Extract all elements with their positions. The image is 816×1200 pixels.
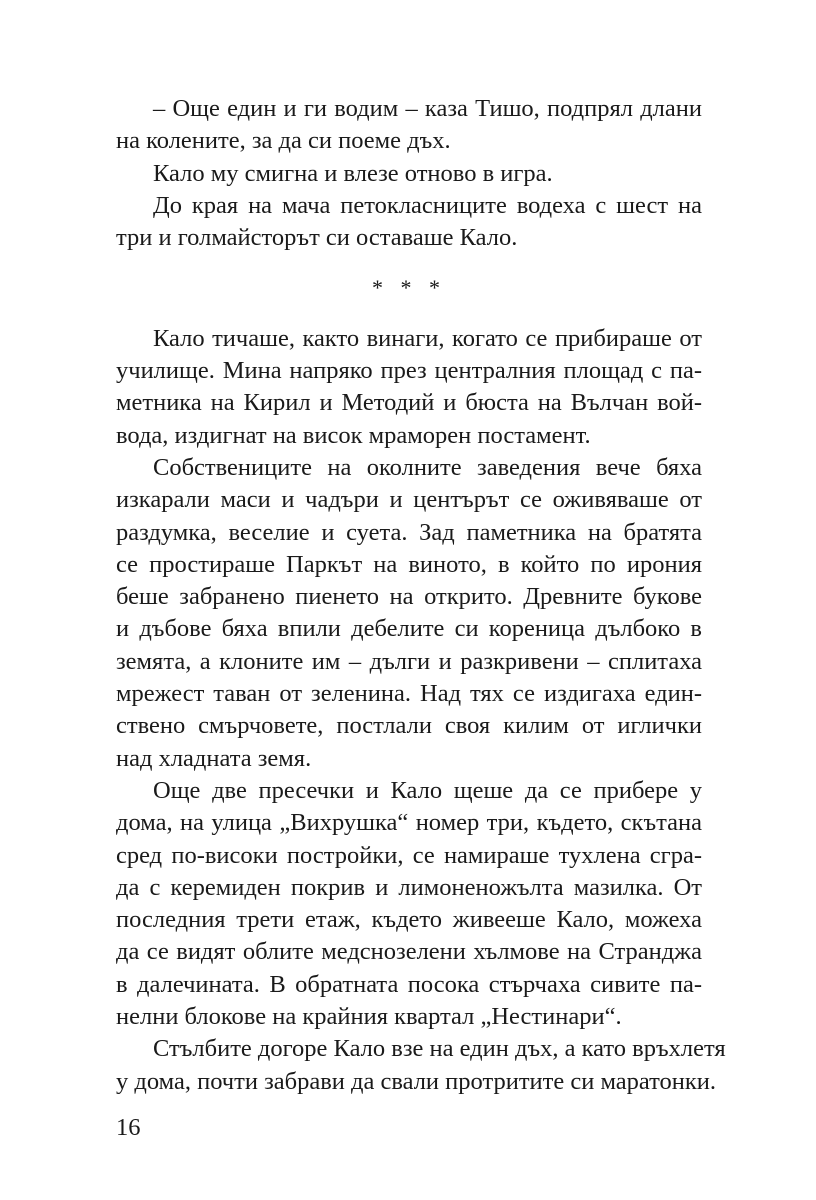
page-body xyxy=(116,93,726,1098)
text-line: над хладната земя. xyxy=(116,744,312,772)
text-line: До края на мача петокласниците водеха с шест на xyxy=(153,191,702,219)
paragraph xyxy=(116,452,702,775)
paragraph xyxy=(116,158,702,190)
text-line: училище. Мина напряко през централния площад с па- xyxy=(116,357,702,385)
page-number: 16 xyxy=(116,1114,141,1141)
text-block-bottom xyxy=(116,323,726,1098)
text-line: дома, на улица „Вихрушка“ номер три, където, скътана xyxy=(116,809,702,837)
text-line: да с керемиден покрив и лимоненожълта мазилка. От xyxy=(116,873,702,901)
text-line: мрежест таван от зеленина. Над тях се издигаха един- xyxy=(116,680,702,708)
text-line: земята, а клоните им – дълги и разкривени – сплитаха xyxy=(116,647,702,675)
text-line: беше забранено пиенето на открито. Древните букове xyxy=(116,583,702,611)
text-line: да се видят облите медснозелени хълмове на Странджа xyxy=(116,938,702,966)
text-line: вода, издигнат на висок мраморен постамент. xyxy=(116,421,591,449)
text-line: Още две пресечки и Кало щеше да се прибере у xyxy=(153,776,702,804)
paragraph xyxy=(116,93,702,158)
text-line: сред по-високи постройки, се намираше тухлена сгра- xyxy=(116,841,702,869)
text-line: нелни блокове на крайния квартал „Нестинари“. xyxy=(116,1003,622,1031)
text-line: Кало тичаше, както винаги, когато се прибираше от xyxy=(153,324,702,352)
text-line: на колените, за да си поеме дъх. xyxy=(116,127,451,155)
text-line: и дъбове бяха впили дебелите си кореница дълбоко в xyxy=(116,615,702,643)
text-line: Кало му смигна и влезе отново в игра. xyxy=(153,159,553,187)
text-line: раздумка, веселие и суета. Зад паметника на братята xyxy=(116,518,702,546)
text-block-top xyxy=(116,93,702,254)
text-line: три и голмайсторът си оставаше Кало. xyxy=(116,224,518,252)
text-line: у дома, почти забрави да свали протритите си маратонки. xyxy=(116,1067,717,1095)
section-separator: * * * xyxy=(372,275,446,301)
text-line: в далечината. В обратната посока стърчаха сивите па- xyxy=(116,970,702,998)
text-line: изкарали маси и чадъри и центърът се оживяваше от xyxy=(116,486,702,514)
text-line: се простираше Паркът на виното, в който по ирония xyxy=(116,550,702,578)
text-line: ствено смърчовете, постлали своя килим от иглички xyxy=(116,712,702,740)
text-line: – Още един и ги водим – каза Тишо, подпрял длани xyxy=(153,95,702,122)
text-line: последния трети етаж, където живееше Кало, можеха xyxy=(116,906,702,934)
text-line: Собствениците на околните заведения вече бяха xyxy=(153,453,702,481)
paragraph xyxy=(116,190,702,255)
paragraph xyxy=(116,323,702,452)
paragraph xyxy=(116,775,702,1033)
text-line: метника на Кирил и Методий и бюста на Вълчан вой- xyxy=(116,389,702,417)
paragraph xyxy=(116,1033,726,1098)
text-line: Стълбите догоре Кало взе на един дъх, а като връхлетя xyxy=(153,1035,726,1063)
